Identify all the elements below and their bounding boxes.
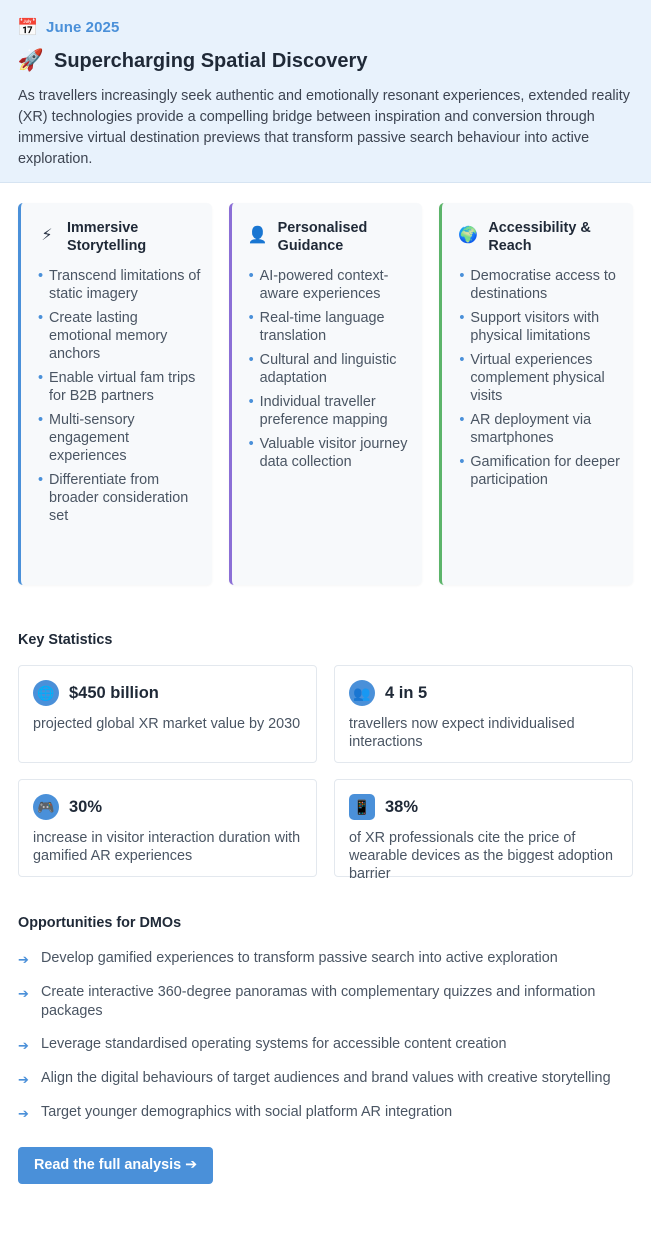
smartphone-icon: 📱 (349, 794, 375, 820)
column-title: Accessibility & Reach (488, 220, 591, 254)
stat-description: increase in visitor interaction duration with gamified AR experiences (33, 830, 301, 864)
list-item: • Gamification for deeper participation (458, 453, 623, 489)
gamepad-icon: 🎮 (33, 794, 59, 820)
list-item: ➔ Target younger demographics with social platform AR integration (18, 1104, 453, 1121)
header (0, 0, 651, 183)
lightning-icon: ⚡ (41, 227, 53, 244)
list-item: • Cultural and linguistic adaptation (248, 351, 413, 387)
opportunities-list (0, 931, 651, 1123)
arrow-icon: ➔ (18, 1038, 29, 1053)
page-title: Supercharging Spatial Discovery (54, 49, 368, 72)
feature-columns (0, 183, 651, 585)
stats-grid (0, 648, 651, 882)
stat-description: projected global XR market value by 2030 (33, 716, 301, 732)
column-list (458, 267, 623, 489)
list-item: • Enable virtual fam trips for B2B partners (37, 369, 202, 405)
list-item: ➔ Develop gamified experiences to transform passive search into active exploration (18, 950, 558, 967)
list-item: • Democratise access to destinations (458, 267, 623, 303)
intro-text: As travellers increasingly seek authentic and emotionally resonant experiences, extended reality (XR) technologies provide a compelling bridge between inspiration and conversion through immersive virtual destination previews that transform passive search behaviour into active exploration. (18, 88, 630, 167)
calendar-icon: 📅 (17, 17, 39, 37)
list-item: • Differentiate from broader consideration set (37, 471, 202, 525)
column-title: Personalised Guidance (277, 220, 368, 254)
date-label: June 2025 (46, 18, 120, 36)
column-accessibility-reach (439, 203, 633, 585)
column-personalised-guidance (229, 203, 423, 585)
stat-value: 30% (69, 797, 103, 816)
list-item: • Multi-sensory engagement experiences (37, 411, 202, 465)
list-item: ➔ Align the digital behaviours of target audiences and brand values with creative storytelling (18, 1070, 611, 1087)
arrow-icon: ➔ (18, 1072, 29, 1087)
list-item: • Virtual experiences complement physical visits (458, 351, 623, 405)
read-full-analysis-button[interactable]: Read the full analysis ➔ (18, 1147, 213, 1184)
list-item: • Create lasting emotional memory anchors (37, 309, 202, 363)
stat-value: 4 in 5 (385, 683, 428, 702)
column-title: Immersive Storytelling (67, 220, 147, 254)
globe-icon: 🌍 (458, 227, 479, 244)
list-item: • Valuable visitor journey data collection (248, 435, 413, 471)
stat-value: $450 billion (69, 683, 159, 702)
list-item: • Transcend limitations of static imagery (37, 267, 202, 303)
arrow-icon: ➔ (18, 1106, 29, 1121)
column-list (248, 267, 413, 471)
column-list (37, 267, 202, 525)
arrow-icon: ➔ (18, 986, 29, 1001)
column-immersive-storytelling (18, 203, 212, 585)
globe-grid-icon: 🌐 (33, 680, 59, 706)
list-item: ➔ Leverage standardised operating systems for accessible content creation (18, 1036, 507, 1053)
stat-card (18, 779, 317, 877)
stat-description: of XR professionals cite the price of wearable devices as the biggest adoption barrier (349, 830, 614, 882)
arrow-icon: ➔ (18, 952, 29, 967)
list-item: • Individual traveller preference mapping (248, 393, 413, 429)
opportunities-heading: Opportunities for DMOs (18, 915, 182, 931)
people-icon: 👥 (349, 680, 375, 706)
date-row (18, 16, 633, 38)
title-row (18, 48, 633, 74)
list-item: • AR deployment via smartphones (458, 411, 623, 447)
stats-heading: Key Statistics (18, 632, 113, 648)
list-item: ➔ Create interactive 360-degree panoramas with complementary quizzes and information packages (18, 984, 596, 1019)
stat-card (18, 665, 317, 763)
list-item: • AI-powered context-aware experiences (248, 267, 413, 303)
person-icon: 👤 (247, 227, 268, 244)
stat-card (334, 665, 633, 763)
stat-value: 38% (385, 797, 419, 816)
list-item: • Support visitors with physical limitations (458, 309, 623, 345)
rocket-icon: 🚀 (17, 49, 45, 72)
list-item: • Real-time language translation (248, 309, 413, 345)
stat-card (334, 779, 633, 882)
stat-description: travellers now expect individualised interactions (349, 716, 575, 750)
